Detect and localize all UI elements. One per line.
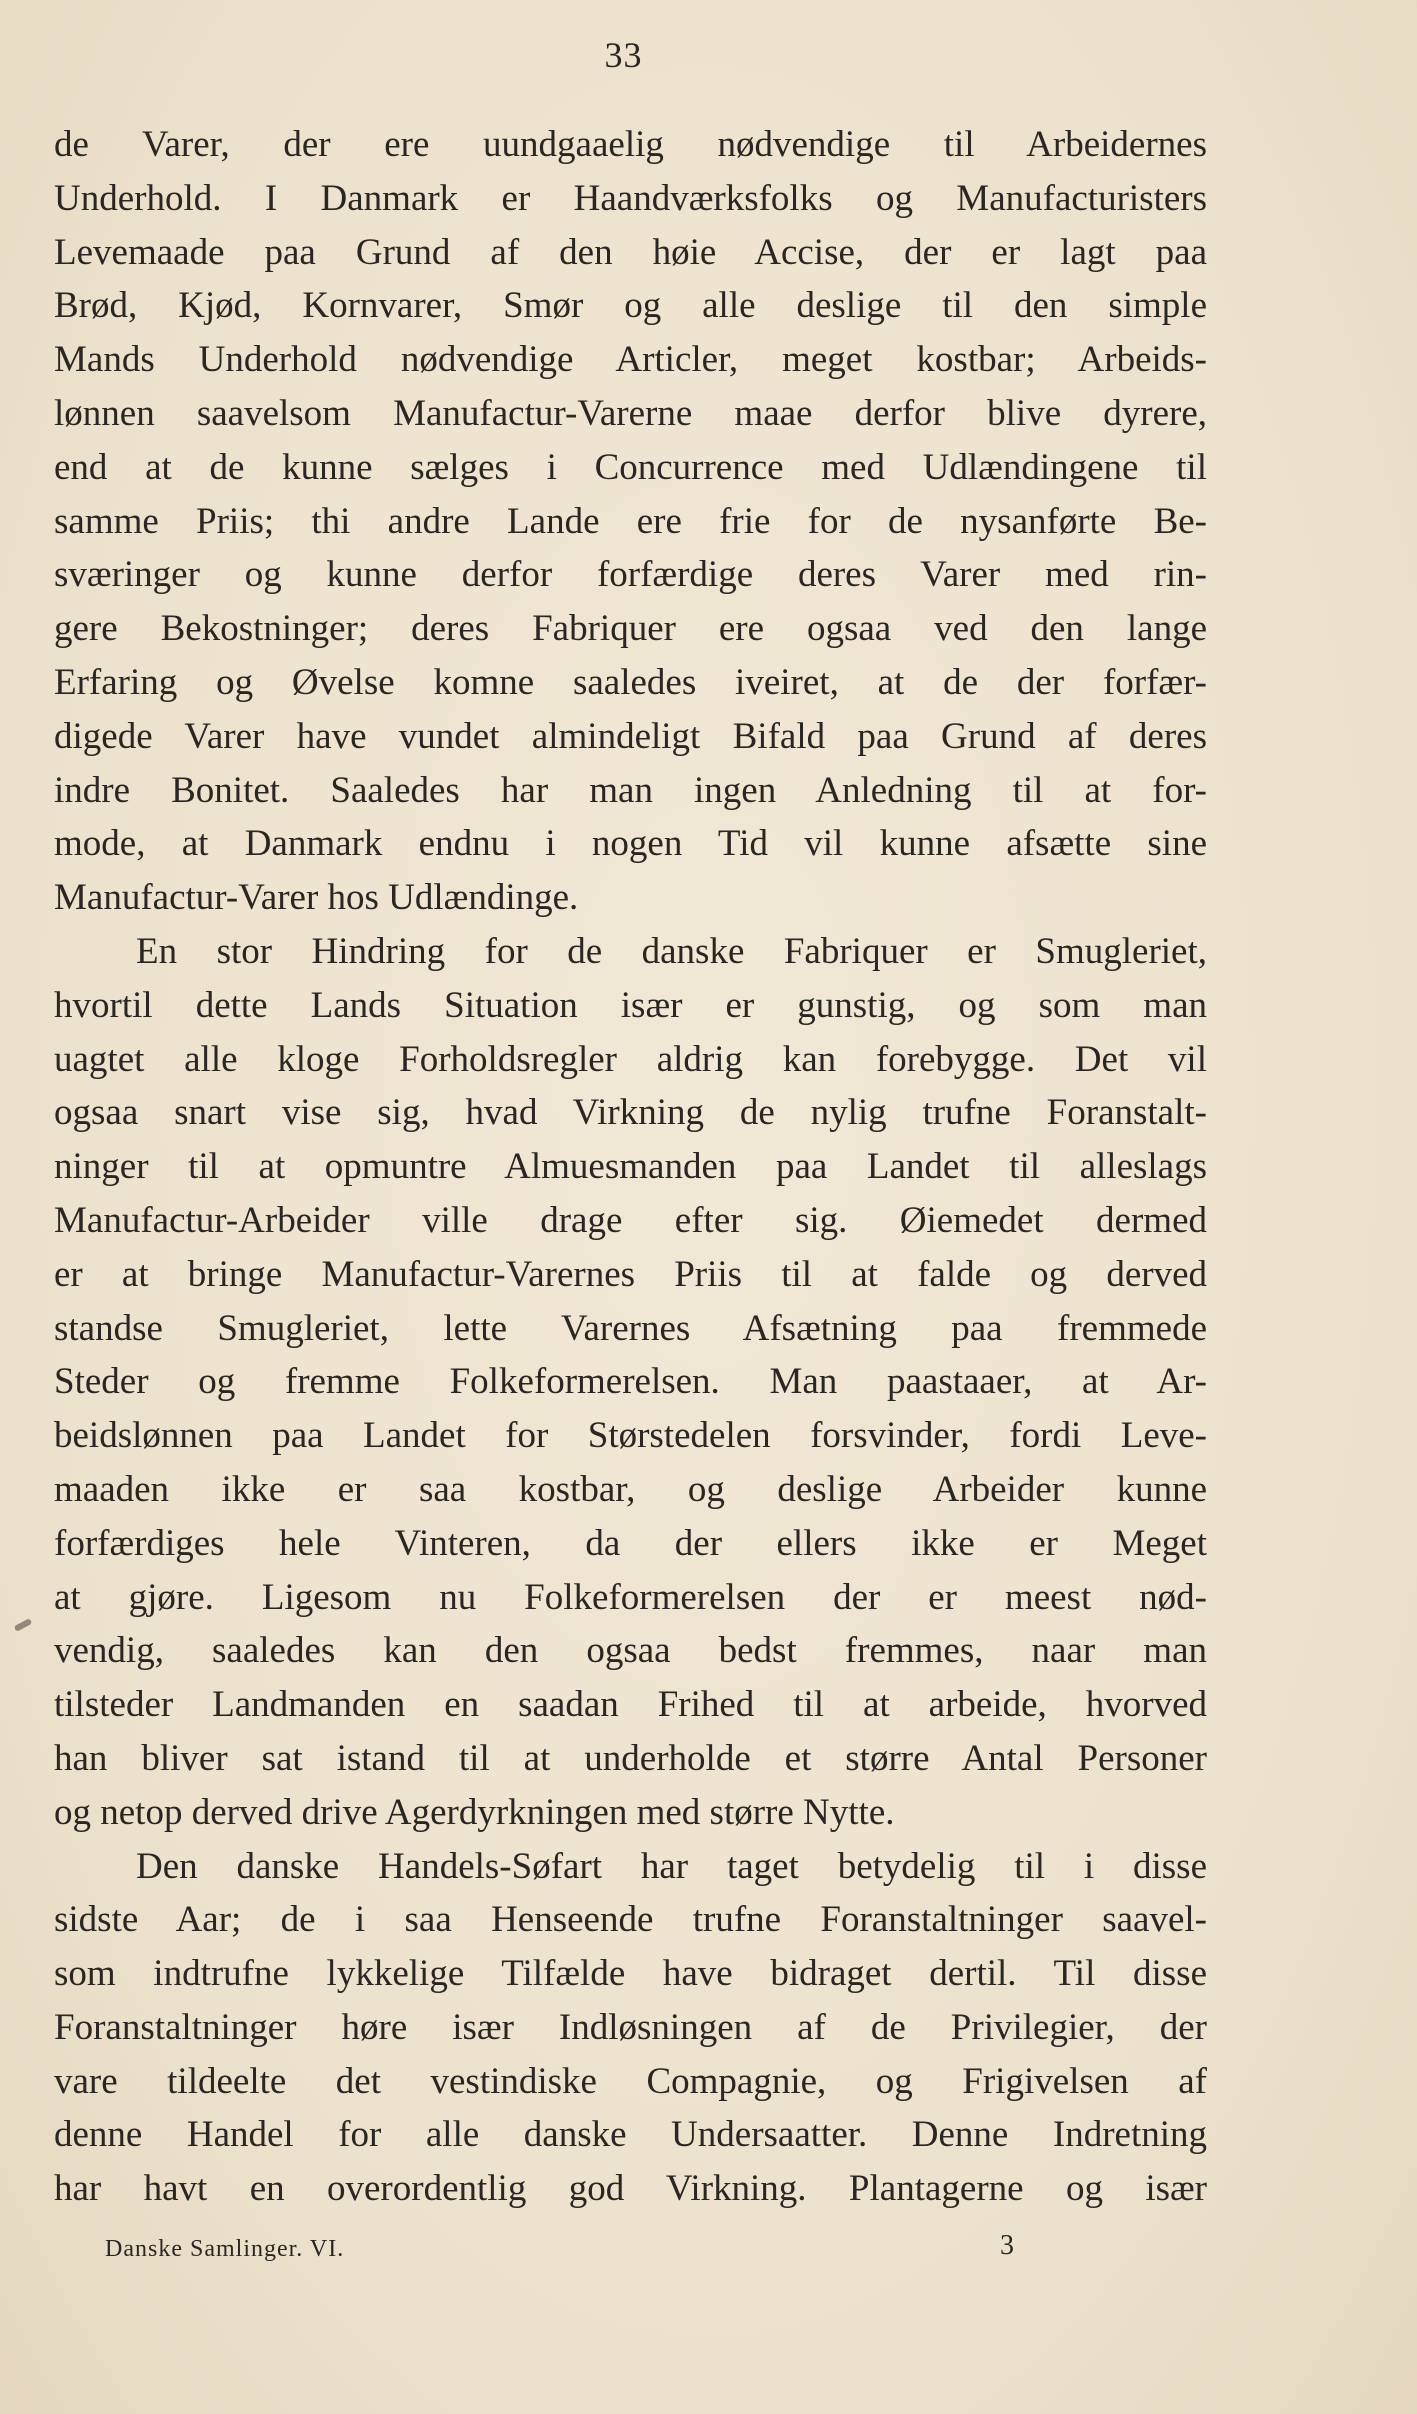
text-line: ninger til at opmuntre Almuesmanden paa Landet til alleslags (54, 1146, 1207, 1188)
text-line: ogsaa snart vise sig, hvad Virkning de nylig trufne Foranstalt- (54, 1092, 1207, 1134)
text-line: Levemaade paa Grund af den høie Accise, der er lagt paa (54, 231, 1207, 273)
text-line: Manufactur-Varer hos Udlændinge. (54, 877, 579, 919)
text-line: Brød, Kjød, Kornvarer, Smør og alle deslige til den simple (54, 285, 1207, 327)
text-line: Underhold. I Danmark er Haandværksfolks og Manufacturisters (54, 177, 1207, 219)
page-footer (105, 2230, 1015, 2270)
text-line: og netop derved drive Agerdyrkningen med større Nytte. (54, 1791, 895, 1833)
text-line: digede Varer have vundet almindeligt Bifald paa Grund af deres (54, 715, 1207, 757)
text-line: uagtet alle kloge Forholdsregler aldrig kan forebygge. Det vil (54, 1038, 1207, 1080)
text-line: hvortil dette Lands Situation især er gunstig, og som man (54, 984, 1207, 1026)
text-line: Steder og fremme Folkeformerelsen. Man paastaaer, at Ar- (54, 1361, 1207, 1403)
text-line: Mands Underhold nødvendige Articler, meget kostbar; Arbeids- (54, 339, 1207, 381)
text-line: Manufactur-Arbeider ville drage efter sig. Øiemedet dermed (54, 1199, 1207, 1241)
text-line: standse Smugleriet, lette Varernes Afsætning paa fremmede (54, 1307, 1207, 1349)
text-line: Den danske Handels-Søfart har taget betydelig til i disse (136, 1845, 1207, 1887)
text-line: denne Handel for alle danske Undersaatter. Denne Indretning (54, 2114, 1207, 2156)
text-line: En stor Hindring for de danske Fabriquer er Smugleriet, (136, 930, 1207, 972)
text-line: end at de kunne sælges i Concurrence med Udlændingene til (54, 446, 1207, 488)
text-line: tilsteder Landmanden en saadan Frihed til at arbeide, hvorved (54, 1684, 1207, 1726)
text-line: er at bringe Manufactur-Varernes Priis til at falde og derved (54, 1253, 1207, 1295)
page-number: 33 (604, 35, 643, 75)
text-line: lønnen saavelsom Manufactur-Varerne maae derfor blive dyrere, (54, 392, 1207, 434)
text-line: Foranstaltninger høre især Indløsningen af de Privilegier, der (54, 2006, 1207, 2048)
text-line: vare tildeelte det vestindiske Compagnie, og Frigivelsen af (54, 2060, 1207, 2102)
text-line: sidste Aar; de i saa Henseende trufne Foranstaltninger saavel- (54, 1899, 1207, 1941)
text-line: mode, at Danmark endnu i nogen Tid vil kunne afsætte sine (54, 823, 1207, 865)
text-line: gere Bekostninger; deres Fabriquer ere ogsaa ved den lange (54, 608, 1207, 650)
text-line: forfærdiges hele Vinteren, da der ellers ikke er Meget (54, 1522, 1207, 1564)
text-line: vendig, saaledes kan den ogsaa bedst fremmes, naar man (54, 1630, 1207, 1672)
text-line: de Varer, der ere uundgaaelig nødvendige til Arbeidernes (54, 124, 1207, 165)
text-line: Erfaring og Øvelse komne saaledes iveiret, at de der forfær- (54, 661, 1207, 703)
text-line: han bliver sat istand til at underholde et større Antal Personer (54, 1737, 1207, 1779)
text-line: samme Priis; thi andre Lande ere frie for de nysanførte Be- (54, 500, 1207, 542)
footer-sheet-number: 3 (1000, 2230, 1015, 2261)
text-line: at gjøre. Ligesom nu Folkeformerelsen der er meest nød- (54, 1576, 1207, 1618)
text-line: maaden ikke er saa kostbar, og deslige Arbeider kunne (54, 1468, 1207, 1510)
text-line: sværinger og kunne derfor forfærdige deres Varer med rin- (54, 554, 1207, 596)
text-line: har havt en overordentlig god Virkning. Plantagerne og især (54, 2168, 1207, 2210)
ink-mark (14, 1618, 33, 1632)
footer-signature: Danske Samlinger. VI. (105, 2236, 345, 2262)
text-line: beidslønnen paa Landet for Størstedelen forsvinder, fordi Leve- (54, 1415, 1207, 1457)
body-text (54, 118, 1207, 2216)
text-line: indre Bonitet. Saaledes har man ingen Anledning til at for- (54, 769, 1207, 811)
text-line: som indtrufne lykkelige Tilfælde have bidraget dertil. Til disse (54, 1953, 1207, 1995)
